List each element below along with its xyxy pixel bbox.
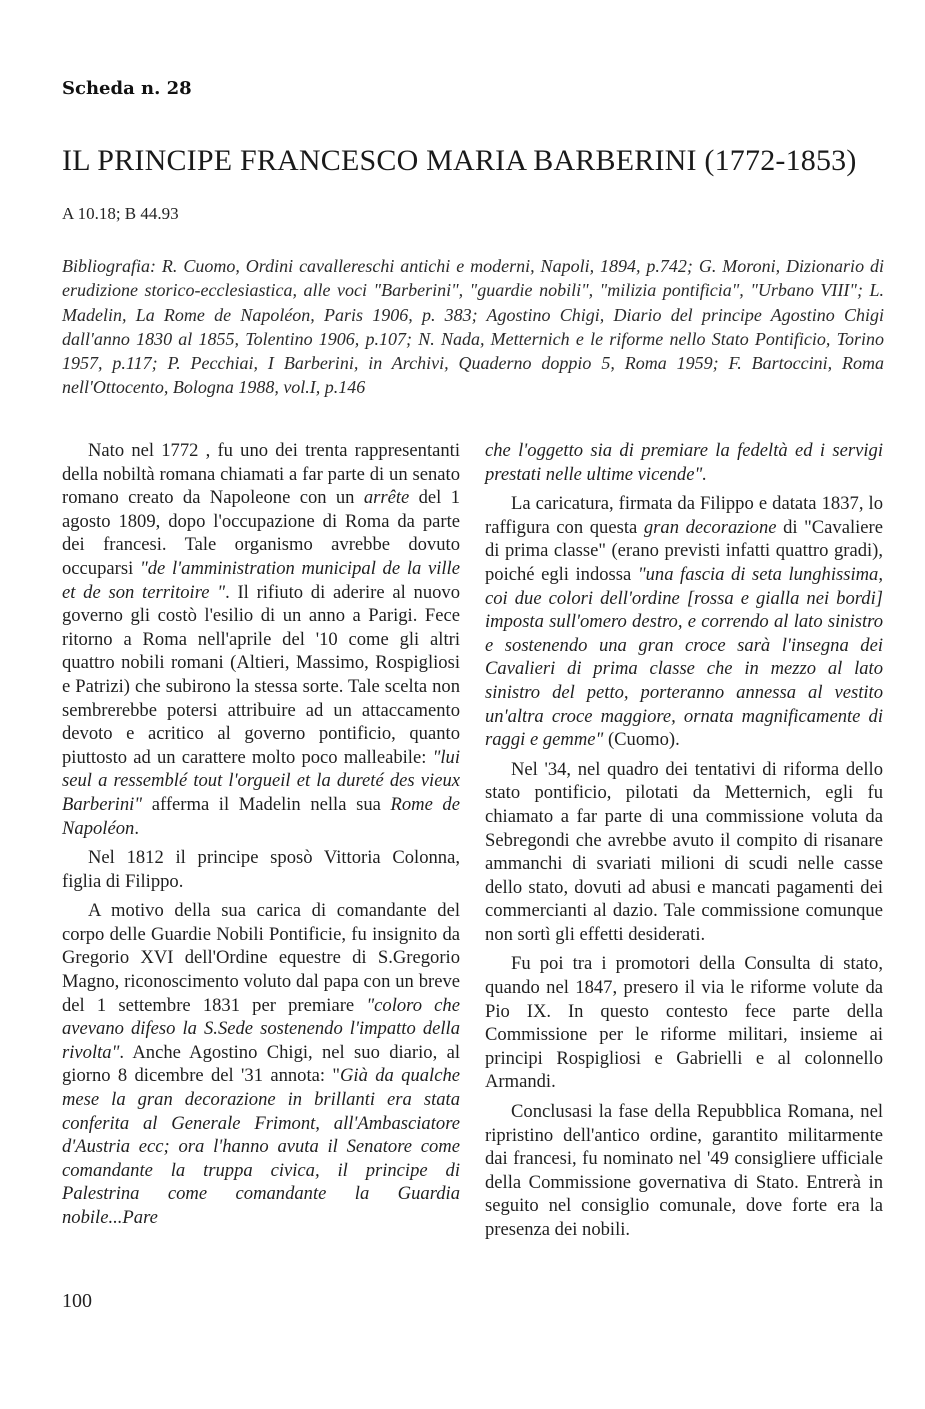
page-title: IL PRINCIPE FRANCESCO MARIA BARBERINI (1772-1853) [62, 144, 857, 177]
right-column [485, 439, 883, 1248]
paragraph: che l'oggetto sia di premiare la fedeltà ed i servigi prestati nelle ultime vicende". [485, 440, 883, 485]
paragraph: Nato nel 1772 , fu uno dei trenta rappresentanti della nobiltà romana chiamati a far parte di un senato romano creato da Napoleone con un arrête del 1 agosto 1809, dopo l'occupazione di Roma da parte dei francesi. Tale organismo avrebbe dovuto occuparsi "de l'amministration municipal de la ville et de son territoire ". Il rifiuto di aderire al nuovo governo gli costò l'esilio di un anno a Parigi. Fece ritorno a Roma nell'aprile del '10 come gli altri quattro nobili romani (Altieri, Massimo, Rospigliosi e Patrizi) che subirono la stessa sorte. Tale scelta non sembrerebbe potersi attribuire ad un attaccamento devoto e acritico al governo pontificio, quanto piuttosto ad un carattere molto poco malleabile: "lui seul a ressemblé tout l'orgueil et la dureté des vieux Barberini" afferma il Madelin nella sua Rome de Napoléon. [62, 440, 461, 839]
paragraph: La caricatura, firmata da Filippo e datata 1837, lo raffigura con questa gran decorazione di "Cavaliere di prima classe" (erano previsti infatti quattro gradi), poiché egli indossa "una fascia di seta lunghissima, coi due colori dell'ordine [rossa e gialla nei bordi] imposta sull'omero destro, e correndo al lato sinistro e sostenendo una gran croce sarà l'insegna dei Cavalieri di prima classe che in mezzo al lato sinistro del petto, porteranno annessa al vestito un'altra croce maggiore, ornata magnificamente di raggi e gemme" (Cuomo). [485, 493, 884, 751]
catalog-code: A 10.18; B 44.93 [62, 204, 179, 223]
scheda-label: Scheda n. 28 [62, 78, 192, 99]
paragraph: Nel '34, nel quadro dei tentativi di riforma dello stato pontificio, pilotati da Metternich, egli fu chiamato a far parte di una commissione voluta da Sebregondi che avrebbe avuto il compito di risanare ammanchi di svariati milioni di scudi nelle casse dello stato, dovuti ad abusi e mancati pagamenti dei commercianti al dazio. Tale commissione comunque non sortì gli effetti desiderati. [485, 758, 883, 945]
paragraph: A motivo della sua carica di comandante del corpo delle Guardie Nobili Pontificie, fu insignito da Gregorio XVI dell'Ordine equestre di S.Gregorio Magno, riconoscimento voluto dal papa con un breve del 1 settembre 1831 per premiare "coloro che avevano difeso la S.Sede sostenendo l'impatto della rivolta". Anche Agostino Chigi, nel suo diario, al giorno 8 dicembre del '31 annota: "Già da qualche mese la gran decorazione in brillanti era stata conferita al Generale Frimont, all'Ambasciatore d'Austria ecc; ora l'hanno avuta il Senatore come comandante la truppa civica, il principe di Palestrina come comandante la Guardia nobile...Pare [62, 900, 461, 1228]
page-number: 100 [62, 1290, 92, 1312]
paragraph: Conclusasi la fase della Repubblica Romana, nel ripristino dell'antico ordine, garantito militarmente dai francesi, fu nominato nel '49 consigliere ufficiale della Commissione governativa di Stato. Entrerà in seguito nel consiglio comunale, dove forte era la presenza dei nobili. [485, 1101, 883, 1240]
paragraph: Nel 1812 il principe sposò Vittoria Colonna, figlia di Filippo. [62, 847, 460, 892]
left-column [62, 439, 460, 1236]
bibliography: Bibliografia: R. Cuomo, Ordini cavallereschi antichi e moderni, Napoli, 1894, p.742; G. Moroni, Dizionario di erudizione storico-ecclesiastica, alle voci "Barberini", "guardie nobili", "milizia pontificia", "Urbano VIII"; L. Madelin, La Rome de Napoléon, Paris 1906, p. 383; Agostino Chigi, Diario del principe Agostino Chigi dall'anno 1830 al 1855, Tolentino 1906, p.107; N. Nada, Metternich e le riforme nello Stato Pontificio, Torino 1957, p.117; P. Pecchiai, I Barberini, in Archivi, Quaderno doppio 5, Roma 1959; F. Bartoccini, Roma nell'Ottocento, Bologna 1988, vol.I, p.146 [62, 256, 884, 398]
paragraph: Fu poi tra i promotori della Consulta di stato, quando nel 1847, presero il via le riforme volute da Pio IX. In questo contesto fece parte della Commissione per le riforme militari, insieme ai principi Rospigliosi e Gabrielli e al colonnello Armandi. [485, 953, 883, 1093]
